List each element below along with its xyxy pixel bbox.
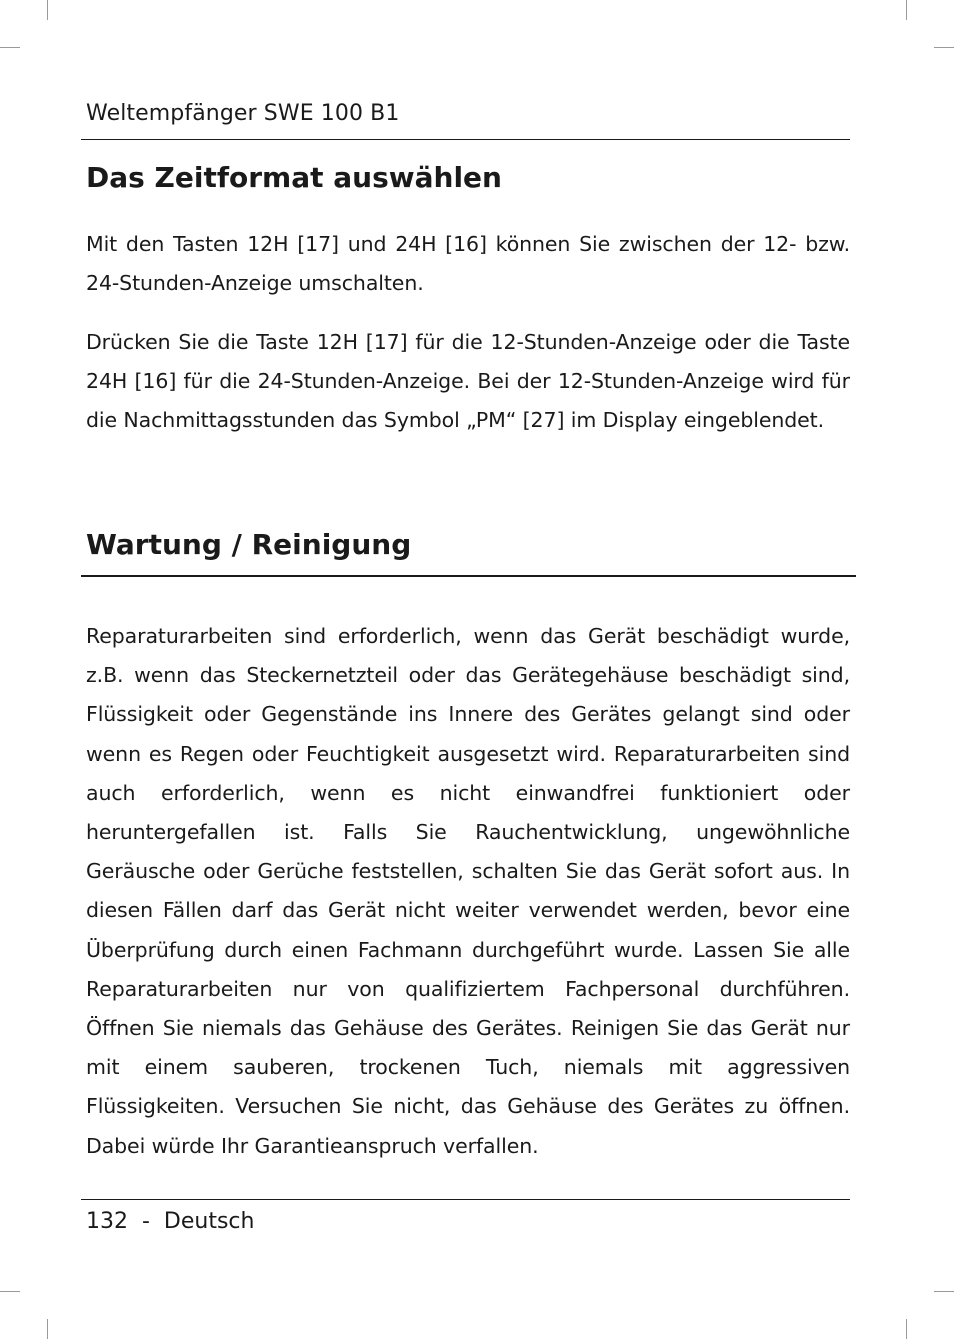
crop-mark (934, 1291, 954, 1292)
header-rule (81, 139, 850, 140)
time-format-paragraph-2: Drücken Sie die Taste 12H [17] für die 12-Stunden-Anzeige oder die Taste 24H [16] für die 24-Stunden-Anzeige. Bei der 12-Stunden-Anzeige wird für die Nachmittagsstunden das Symbol „PM“ [27] im Display eingeblendet. (86, 330, 850, 433)
time-format-paragraph-1: Mit den Tasten 12H [17] und 24H [16] können Sie zwischen der 12- bzw. 24-Stunden-Anzeige umschalten. (86, 232, 850, 296)
crop-mark (47, 0, 48, 20)
crop-mark (934, 47, 954, 48)
crop-mark (906, 1319, 907, 1339)
page-footer: 132 - Deutsch (86, 1209, 255, 1234)
maintenance-paragraph: Reparaturarbeiten sind erforderlich, wenn das Gerät beschädigt wurde, z.B. wenn das Steckernetzteil oder das Gerätegehäuse beschädigt sind, Flüssigkeit oder Gegenstände ins Innere des Gerätes gelangt sind oder wenn es Regen oder Feuchtigkeit ausgesetzt wird. Reparaturarbeiten sind auch erforderlich, wenn es nicht einwandfrei funktioniert oder heruntergefallen ist. Falls Sie Rauchentwicklung, ungewöhnliche Geräusche oder Gerüche feststellen, schalten Sie das Gerät sofort aus. In diesen Fällen darf das Gerät nicht weiter verwendet werden, bevor eine Überprüfung durch einen Fachmann durchgeführt wurde. Lassen Sie alle Reparaturarbeiten nur von qualifiziertem Fachpersonal durchführen. Öffnen Sie niemals das Gehäuse des Gerätes. Reinigen Sie das Gerät nur mit einem sauberen, trockenen Tuch, niemals mit aggressiven Flüssigkeiten. Versuchen Sie nicht, das Gehäuse des Gerätes zu öffnen. Dabei würde Ihr Garantieanspruch verfallen. (86, 624, 850, 1158)
crop-mark (0, 1291, 20, 1292)
section-heading-maintenance: Wartung / Reinigung (86, 528, 412, 561)
crop-mark (906, 0, 907, 20)
running-header: Weltempfänger SWE 100 B1 (86, 101, 400, 126)
section-heading-time-format: Das Zeitformat auswählen (86, 161, 502, 194)
crop-mark (47, 1319, 48, 1339)
section-rule (81, 575, 856, 577)
footer-rule (81, 1199, 850, 1200)
crop-mark (0, 47, 20, 48)
